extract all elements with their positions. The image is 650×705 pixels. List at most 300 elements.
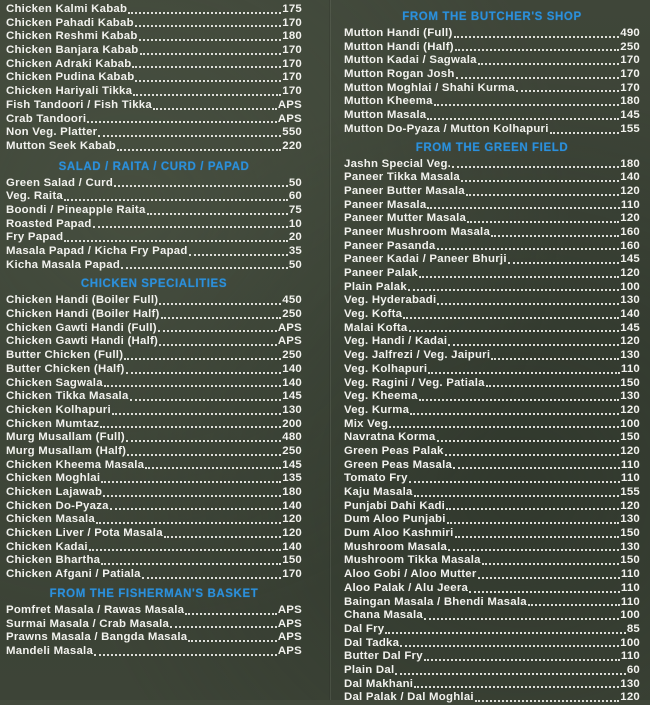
menu-item-price: 140 [282, 500, 302, 514]
menu-item [344, 486, 640, 500]
dot-leader [428, 372, 620, 374]
menu-item-price: 50 [289, 177, 302, 191]
dot-leader [103, 495, 281, 497]
menu-item-price: 140 [620, 171, 640, 185]
menu-item [6, 126, 302, 140]
section-salad [6, 158, 302, 273]
dot-leader [94, 654, 277, 656]
dot-leader [409, 330, 620, 332]
menu-item [344, 294, 640, 308]
menu-item [344, 431, 640, 445]
dot-leader [434, 104, 620, 106]
menu-item [344, 664, 640, 678]
dot-leader [453, 467, 620, 469]
dot-leader [189, 254, 288, 256]
menu-item [344, 650, 640, 664]
dot-leader [104, 385, 281, 387]
menu-item [6, 377, 302, 391]
menu-item-name: Dal Makhani [344, 678, 413, 692]
menu-item-price: 120 [620, 335, 640, 349]
dot-leader [110, 508, 281, 510]
dot-leader [100, 426, 281, 428]
menu-item-price: 150 [620, 527, 640, 541]
menu-item-price: 145 [282, 390, 302, 404]
menu-item-price: 170 [620, 68, 640, 82]
menu-item-name: Chicken Gawti Handi (Half) [6, 335, 158, 349]
menu-item-name: Veg. Jalfrezi / Veg. Jaipuri [344, 349, 490, 363]
menu-item-price: APS [278, 99, 302, 113]
dot-leader [126, 372, 282, 374]
menu-item-name: Mushroom Tikka Masala [344, 554, 481, 568]
menu-item [344, 596, 640, 610]
menu-item-name: Prawns Masala / Bangda Masala [6, 631, 187, 645]
menu-item-name: Mutton Kadai / Sagwala [344, 54, 477, 68]
menu-item-name: Tomato Fry [344, 472, 408, 486]
section-heading: SALAD / RAITA / CURD / PAPAD [6, 158, 302, 177]
menu-item-price: 160 [620, 226, 640, 240]
menu-item [344, 445, 640, 459]
menu-item-name: Chicken Kadai [6, 541, 88, 555]
menu-item [6, 349, 302, 363]
menu-left-column [6, 3, 302, 659]
menu-item-name: Chicken Afgani / Patiala [6, 568, 141, 582]
menu-item-price: APS [278, 604, 302, 618]
menu-item-price: 145 [620, 253, 640, 267]
menu-item [6, 204, 302, 218]
section-heading: FROM THE FISHERMAN'S BASKET [6, 585, 302, 604]
menu-item [344, 41, 640, 55]
menu-item-price: 250 [282, 445, 302, 459]
menu-item-price: 180 [282, 30, 302, 44]
menu-item [6, 259, 302, 273]
menu-item [6, 390, 302, 404]
menu-item-name: Chicken Liver / Pota Masala [6, 527, 163, 541]
menu-item-name: Green Salad / Curd [6, 177, 113, 191]
menu-item-name: Punjabi Dahi Kadi [344, 500, 445, 514]
menu-item-price: 150 [620, 554, 640, 568]
menu-item-name: Veg. Ragini / Veg. Patiala [344, 377, 485, 391]
menu-item [6, 308, 302, 322]
menu-item-price: 550 [282, 126, 302, 140]
menu-item [6, 231, 302, 245]
dot-leader [133, 94, 281, 96]
menu-item-price: APS [278, 631, 302, 645]
menu-item [6, 71, 302, 85]
menu-item-price: 110 [621, 459, 640, 473]
menu-item-name: Mandeli Masala [6, 645, 93, 659]
dot-leader [414, 495, 620, 497]
menu-item-name: Chicken Lajawab [6, 486, 102, 500]
menu-item-name: Paneer Pasanda [344, 240, 436, 254]
dot-leader [142, 577, 282, 579]
dot-leader [491, 235, 619, 237]
menu-item-name: Chicken Kheema Masala [6, 459, 144, 473]
menu-item-name: Mutton Handi (Half) [344, 41, 454, 55]
menu-item-name: Murg Musallam (Full) [6, 431, 125, 445]
menu-item [6, 418, 302, 432]
menu-item-name: Chicken Handi (Boiler Full) [6, 294, 158, 308]
menu-item-price: 170 [282, 58, 302, 72]
dot-leader [456, 77, 620, 79]
menu-item-price: 145 [620, 322, 640, 336]
menu-item-price: 140 [282, 363, 302, 377]
menu-item-price: 120 [620, 212, 640, 226]
dot-leader [93, 226, 288, 228]
dot-leader [101, 563, 281, 565]
menu-item [344, 568, 640, 582]
menu-item-name: Chicken Kolhapuri [6, 404, 111, 418]
menu-item-name: Navratna Korma [344, 431, 436, 445]
section-green-field [344, 139, 640, 705]
dot-leader [140, 53, 282, 55]
menu-item-name: Surmai Masala / Crab Masala [6, 618, 169, 632]
menu-item-price: 60 [627, 664, 640, 678]
menu-item-price: 250 [620, 41, 640, 55]
dot-leader [446, 508, 619, 510]
menu-item-name: Chicken Moghlai [6, 472, 100, 486]
menu-item-name: Paneer Mutter Masala [344, 212, 466, 226]
menu-item [344, 541, 640, 555]
menu-item-price: 450 [282, 294, 302, 308]
menu-item-price: APS [278, 618, 302, 632]
menu-item [344, 500, 640, 514]
dot-leader [419, 276, 619, 278]
dot-leader [528, 604, 620, 606]
menu-item-name: Dum Aloo Punjabi [344, 513, 446, 527]
menu-item-name: Malai Kofta [344, 322, 408, 336]
menu-item-name: Dum Aloo Kashmiri [344, 527, 454, 541]
menu-item [344, 281, 640, 295]
menu-item-name: Boondi / Pineapple Raita [6, 204, 146, 218]
dot-leader [158, 330, 277, 332]
menu-item-price: 35 [289, 245, 302, 259]
menu-item-name: Paneer Kadai / Paneer Bhurji [344, 253, 507, 267]
dot-leader [145, 467, 281, 469]
menu-item-price: 150 [282, 554, 302, 568]
menu-item-name: Chicken Hariyali Tikka [6, 85, 132, 99]
menu-item-name: Pomfret Masala / Rawas Masala [6, 604, 184, 618]
menu-item [6, 58, 302, 72]
menu-item [344, 212, 640, 226]
menu-item-name: Chicken Adraki Kabab [6, 58, 131, 72]
menu-item-price: 20 [289, 231, 302, 245]
menu-item-name: Paneer Masala [344, 199, 426, 213]
menu-item-name: Masala Papad / Kicha Fry Papad [6, 245, 188, 259]
menu-item-price: 110 [621, 568, 640, 582]
menu-item [344, 123, 640, 137]
menu-item-price: 490 [620, 27, 640, 41]
menu-item-name: Mutton Seek Kabab [6, 140, 116, 154]
menu-item-price: APS [278, 335, 302, 349]
menu-item-name: Green Peas Masala [344, 459, 452, 473]
dot-leader [98, 135, 281, 137]
dot-leader [491, 358, 619, 360]
menu-item-price: 120 [620, 691, 640, 705]
dot-leader [454, 36, 620, 38]
menu-item-price: 250 [282, 349, 302, 363]
menu-item [344, 82, 640, 96]
menu-item-name: Butter Dal Fry [344, 650, 423, 664]
menu-item [6, 30, 302, 44]
menu-item-price: 110 [621, 472, 640, 486]
menu-item [6, 500, 302, 514]
menu-item [6, 322, 302, 336]
menu-item-name: Butter Chicken (Full) [6, 349, 123, 363]
menu-item [344, 527, 640, 541]
menu-item [6, 472, 302, 486]
menu-item-name: Paneer Tikka Masala [344, 171, 460, 185]
menu-item-name: Chicken Sagwala [6, 377, 103, 391]
section-kababs [6, 3, 302, 154]
menu-item-price: APS [278, 322, 302, 336]
menu-item-name: Paneer Palak [344, 267, 418, 281]
menu-item [344, 637, 640, 651]
menu-item [6, 294, 302, 308]
menu-item-price: 130 [620, 678, 640, 692]
menu-item [344, 335, 640, 349]
dot-leader [400, 645, 619, 647]
dot-leader [455, 536, 620, 538]
menu-item [344, 171, 640, 185]
menu-item-price: 200 [282, 418, 302, 432]
menu-item-name: Butter Chicken (Half) [6, 363, 125, 377]
menu-item [344, 308, 640, 322]
menu-item-name: Kaju Masala [344, 486, 413, 500]
dot-leader [486, 385, 620, 387]
menu-item-price: APS [278, 113, 302, 127]
dot-leader [128, 12, 281, 14]
dot-leader [550, 132, 620, 134]
menu-item [344, 54, 640, 68]
page-fold-divider [329, 0, 331, 700]
menu-item-name: Plain Palak [344, 281, 407, 295]
menu-item-name: Paneer Butter Masala [344, 185, 465, 199]
dot-leader [124, 358, 281, 360]
menu-item-name: Veg. Kheema [344, 390, 418, 404]
menu-item-price: 130 [620, 349, 640, 363]
menu-item-name: Mutton Handi (Full) [344, 27, 453, 41]
menu-item-price: 110 [621, 582, 640, 596]
dot-leader [427, 118, 619, 120]
menu-item [6, 99, 302, 113]
menu-item-price: 135 [282, 472, 302, 486]
menu-item [344, 472, 640, 486]
menu-item-price: 250 [282, 308, 302, 322]
dot-leader [437, 248, 620, 250]
dot-leader [126, 440, 281, 442]
menu-item-name: Mix Veg [344, 418, 388, 432]
dot-leader [127, 454, 281, 456]
menu-item-price: 120 [282, 527, 302, 541]
menu-item [344, 363, 640, 377]
dot-leader [482, 563, 620, 565]
section-heading: FROM THE GREEN FIELD [344, 139, 640, 158]
menu-item-name: Chicken Tikka Masala [6, 390, 129, 404]
dot-leader [147, 213, 288, 215]
menu-item-price: 10 [289, 218, 302, 232]
menu-item-price: 85 [627, 623, 640, 637]
menu-item-price: 140 [282, 377, 302, 391]
dot-leader [87, 121, 277, 123]
dot-leader [185, 613, 277, 615]
menu-item-price: 170 [282, 85, 302, 99]
menu-item-name: Roasted Papad [6, 218, 92, 232]
dot-leader [452, 166, 619, 168]
menu-item-price: 75 [289, 204, 302, 218]
menu-item-name: Paneer Mushroom Masala [344, 226, 490, 240]
menu-item [344, 404, 640, 418]
menu-item-price: 155 [620, 486, 640, 500]
menu-item-price: 145 [282, 459, 302, 473]
dot-leader [447, 522, 620, 524]
menu-item-price: 100 [620, 609, 640, 623]
menu-item-price: 180 [620, 95, 640, 109]
dot-leader [475, 700, 619, 702]
menu-item [344, 678, 640, 692]
dot-leader [408, 289, 619, 291]
menu-item-price: 170 [282, 568, 302, 582]
menu-item [344, 109, 640, 123]
menu-item [6, 190, 302, 204]
menu-item [6, 486, 302, 500]
menu-item [6, 527, 302, 541]
menu-item [6, 17, 302, 31]
menu-item [6, 177, 302, 191]
menu-item-name: Chicken Pahadi Kabab [6, 17, 134, 31]
menu-item-name: Murg Musallam (Half) [6, 445, 126, 459]
menu-item-name: Mutton Moghlai / Shahi Kurma [344, 82, 515, 96]
menu-item [344, 349, 640, 363]
menu-item-name: Chicken Bhartha [6, 554, 100, 568]
menu-item-name: Chicken Do-Pyaza [6, 500, 109, 514]
menu-item-price: 170 [282, 71, 302, 85]
menu-item-price: 120 [620, 267, 640, 281]
menu-item [344, 158, 640, 172]
dot-leader [159, 303, 281, 305]
menu-item-name: Mutton Masala [344, 109, 426, 123]
menu-item [6, 44, 302, 58]
menu-item-name: Chicken Handi (Boiler Half) [6, 308, 160, 322]
section-butchers-shop [344, 8, 640, 137]
menu-item [344, 623, 640, 637]
menu-item-name: Jashn Special Veg. [344, 158, 451, 172]
dot-leader [437, 440, 620, 442]
dot-leader [89, 549, 281, 551]
menu-item-price: 160 [620, 240, 640, 254]
dot-leader [161, 317, 282, 319]
dot-leader [159, 344, 277, 346]
dot-leader [153, 108, 277, 110]
menu-item-price: 175 [282, 3, 302, 17]
menu-item-price: 170 [620, 54, 640, 68]
dot-leader [461, 180, 619, 182]
menu-item-name: Dal Fry [344, 623, 384, 637]
menu-item-name: Chicken Reshmi Kabab [6, 30, 138, 44]
menu-item-price: 110 [621, 650, 640, 664]
menu-item [6, 113, 302, 127]
menu-item-price: 110 [621, 199, 640, 213]
dot-leader [448, 549, 619, 551]
dot-leader [469, 591, 620, 593]
section-heading: FROM THE BUTCHER'S SHOP [344, 8, 640, 27]
dot-leader [385, 632, 625, 634]
dot-leader [389, 426, 619, 428]
menu-item-price: 130 [620, 294, 640, 308]
dot-leader [64, 199, 288, 201]
dot-leader [403, 317, 619, 319]
menu-item-price: 100 [620, 281, 640, 295]
dot-leader [455, 49, 619, 51]
menu-item-price: 110 [621, 596, 640, 610]
menu-item-name: Dal Tadka [344, 637, 399, 651]
menu-item-price: 50 [289, 259, 302, 273]
menu-item-price: 145 [620, 109, 640, 123]
menu-item-name: Veg. Kurma [344, 404, 409, 418]
dot-leader [112, 413, 281, 415]
menu-item-name: Aloo Palak / Alu Jeera [344, 582, 468, 596]
menu-item-name: Chicken Banjara Kabab [6, 44, 139, 58]
dot-leader [414, 686, 619, 688]
dot-leader [410, 413, 619, 415]
dot-leader [419, 399, 620, 401]
menu-item [6, 3, 302, 17]
menu-item [344, 199, 640, 213]
menu-item-name: Baingan Masala / Bhendi Masala [344, 596, 527, 610]
menu-item [344, 322, 640, 336]
menu-item-price: 100 [620, 418, 640, 432]
menu-item-price: 180 [282, 486, 302, 500]
dot-leader [64, 240, 288, 242]
menu-item [344, 390, 640, 404]
menu-item-price: 150 [620, 377, 640, 391]
dot-leader [101, 481, 281, 483]
dot-leader [117, 149, 281, 151]
menu-item [6, 218, 302, 232]
menu-item-name: Chicken Pudina Kabab [6, 71, 134, 85]
menu-item-price: 170 [282, 17, 302, 31]
menu-item-name: Dal Palak / Dal Moghlai [344, 691, 474, 705]
menu-right-column [344, 8, 640, 705]
dot-leader [445, 454, 620, 456]
dot-leader [478, 577, 620, 579]
menu-item-price: 120 [620, 500, 640, 514]
menu-item-price: 120 [620, 185, 640, 199]
dot-leader [121, 267, 288, 269]
menu-item [344, 68, 640, 82]
menu-item [6, 404, 302, 418]
menu-item-name: Fry Papad [6, 231, 63, 245]
menu-item-price: 155 [620, 123, 640, 137]
menu-item [344, 253, 640, 267]
menu-item [6, 335, 302, 349]
menu-item-name: Crab Tandoori [6, 113, 86, 127]
menu-item-name: Mutton Kheema [344, 95, 433, 109]
dot-leader [395, 673, 625, 675]
section-heading: CHICKEN SPECIALITIES [6, 275, 302, 294]
menu-item-price: 180 [620, 158, 640, 172]
menu-item [344, 459, 640, 473]
menu-item-price: 130 [282, 404, 302, 418]
section-fisherman-basket [6, 585, 302, 659]
dot-leader [164, 536, 281, 538]
menu-item [344, 185, 640, 199]
dot-leader [132, 66, 281, 68]
dot-leader [188, 640, 276, 642]
menu-item [6, 245, 302, 259]
menu-item [344, 377, 640, 391]
menu-item [6, 568, 302, 582]
menu-item-name: Veg. Kofta [344, 308, 402, 322]
